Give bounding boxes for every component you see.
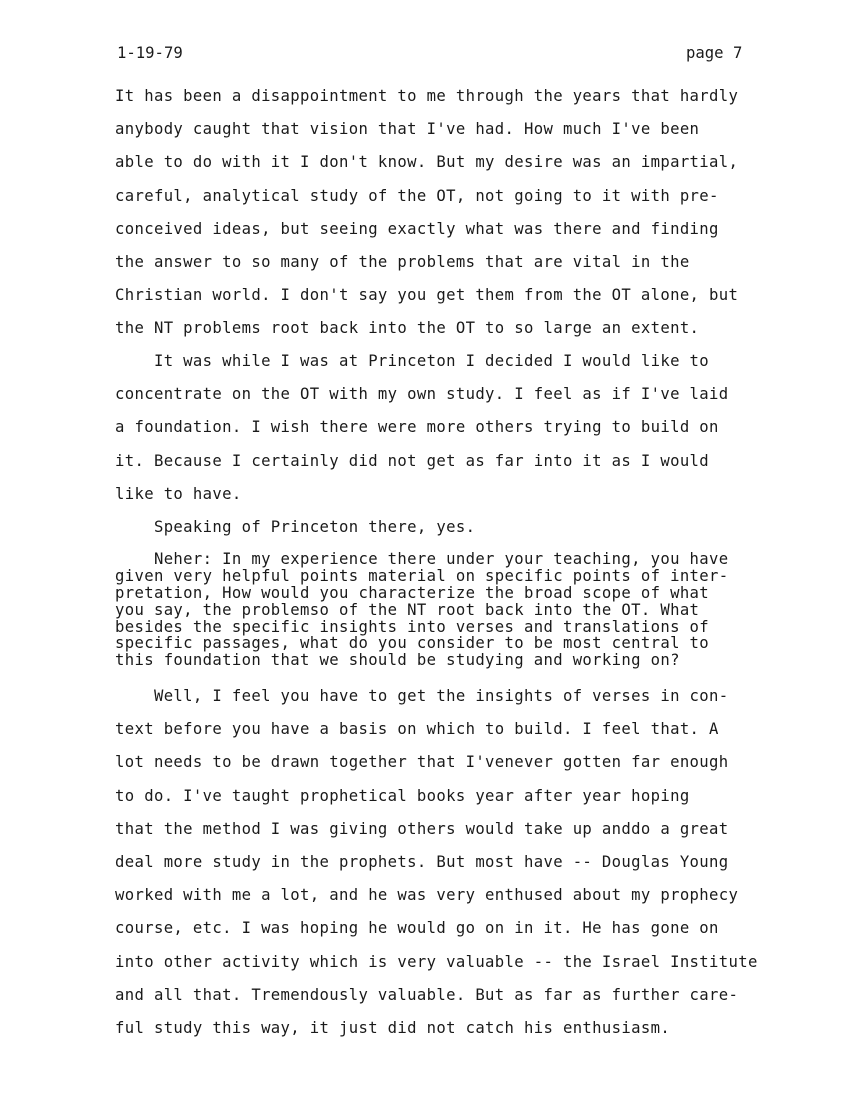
text-line: worked with me a lot, and he was very enthused about my prophecy	[115, 886, 739, 905]
page-number: page 7	[686, 44, 743, 62]
text-line: given very helpful points material on specific points of inter-	[115, 566, 729, 585]
text-line: to do. I've taught prophetical books year after year hoping	[115, 786, 690, 805]
text-line: you say, the problemso of the NT root back into the OT. What	[115, 600, 700, 619]
text-line: besides the specific insights into verses and translations of	[115, 617, 710, 636]
text-line: It has been a disappointment to me through the years that hardly	[115, 87, 739, 105]
text-line: pretation, How would you characterize the broad scope of what	[115, 583, 710, 602]
text-line: Christian world. I don't say you get them from the OT alone, but	[115, 286, 739, 305]
paragraph-speaking	[115, 517, 805, 550]
paragraph-princeton	[115, 351, 805, 517]
text-line: concentrate on the OT with my own study. I feel as if I've laid	[115, 385, 729, 404]
text-line: it. Because I certainly did not get as far into it as I would	[115, 451, 710, 470]
text-line: a foundation. I wish there were more others trying to build on	[115, 418, 719, 437]
text-line: Speaking of Princeton there, yes.	[115, 518, 476, 536]
text-line: Neher: In my experience there under your teaching, you have	[115, 550, 729, 568]
page-date: 1-19-79	[117, 44, 183, 62]
text-line: into other activity which is very valuable -- the Israel Institute	[115, 952, 758, 971]
text-line: Well, I feel you have to get the insights of verses in con-	[115, 687, 729, 705]
text-line: careful, analytical study of the OT, not going to it with pre-	[115, 186, 719, 205]
text-line: conceived ideas, but seeing exactly what was there and finding	[115, 219, 719, 238]
text-line: course, etc. I was hoping he would go on in it. He has gone on	[115, 919, 719, 938]
text-line: able to do with it I don't know. But my desire was an impartial,	[115, 153, 739, 172]
text-line: that the method I was giving others would take up anddo a great	[115, 819, 729, 838]
page-header	[0, 44, 842, 64]
text-line: anybody caught that vision that I've had. How much I've been	[115, 120, 700, 139]
text-line: deal more study in the prophets. But most have -- Douglas Young	[115, 852, 729, 871]
text-line: specific passages, what do you consider to be most central to	[115, 634, 710, 653]
text-line: It was while I was at Princeton I decided I would like to	[115, 352, 710, 370]
text-line: the NT problems root back into the OT to so large an extent.	[115, 319, 700, 338]
paragraph-answer	[115, 686, 805, 1051]
text-line: text before you have a basis on which to build. I feel that. A	[115, 720, 719, 739]
text-line: this foundation that we should be studying and working on?	[115, 651, 680, 670]
text-line: lot needs to be drawn together that I'venever gotten far enough	[115, 753, 729, 772]
paragraph-vision	[115, 86, 805, 352]
text-line: and all that. Tremendously valuable. But as far as further care-	[115, 985, 739, 1004]
text-line: the answer to so many of the problems that are vital in the	[115, 252, 690, 271]
paragraph-neher-question	[115, 551, 805, 669]
text-line: ful study this way, it just did not catch his enthusiasm.	[115, 1018, 671, 1037]
text-line: like to have.	[115, 484, 242, 503]
